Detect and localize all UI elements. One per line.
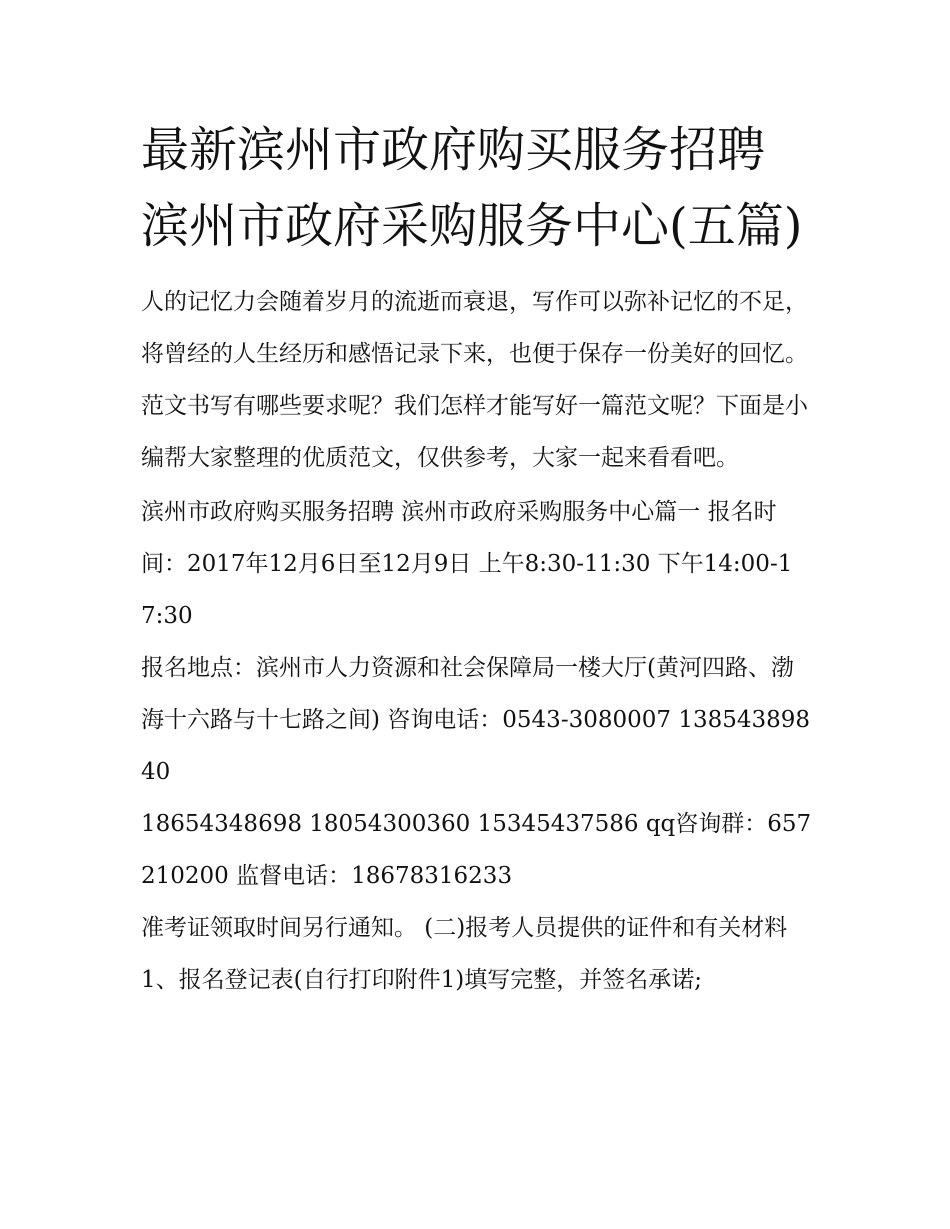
registration-time-paragraph: 滨州市政府购买服务招聘 滨州市政府采购服务中心篇一 报名时间：2017年12月6日至12月9日 上午8:30-11:30 下午14:00-17:30 bbox=[141, 499, 793, 629]
registration-location-paragraph: 报名地点：滨州市人力资源和社会保障局一楼大厅(黄河四路、渤海十六路与十七路之间) 咨询电话：0543-3080007 13854389840 bbox=[141, 655, 811, 785]
document-title: 最新滨州市政府购买服务招聘 滨州市政府采购服务中心(五篇) bbox=[141, 122, 803, 254]
intro-paragraph: 人的记忆力会随着岁月的流逝而衰退，写作可以弥补记忆的不足，将曾经的人生经历和感悟记录下来，也便于保存一份美好的回忆。范文书写有哪些要求呢？我们怎样才能写好一篇范文呢？下面是小编帮大家整理的优质范文，仅供参考，大家一起来看看吧。 bbox=[141, 289, 808, 471]
contact-numbers-paragraph: 18654348698 18054300360 15345437586 qq咨询群：657210200 监督电话：18678316233 bbox=[141, 811, 812, 889]
document-page bbox=[141, 112, 813, 1006]
materials-paragraph: 准考证领取时间另行通知。 (二)报考人员提供的证件和有关材料 1、报名登记表(自行打印附件1)填写完整，并签名承诺; bbox=[141, 915, 788, 993]
